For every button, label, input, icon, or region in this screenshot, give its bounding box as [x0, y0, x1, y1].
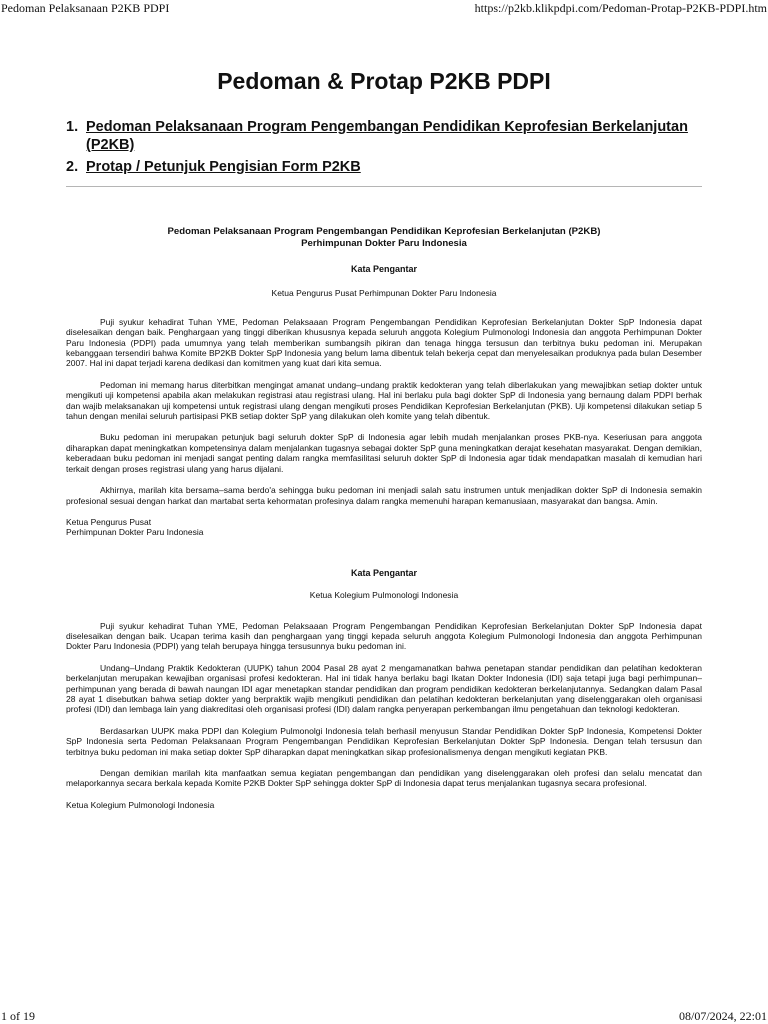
section1-signature	[66, 517, 702, 538]
section2-paragraph: Berdasarkan UUPK maka PDPI dan Kolegium Pulmonolgi Indonesia telah berhasil menyusun Standar Pendidikan Dokter SpP Indonesia, Kompetensi Dokter SpP Indonesia serta Pedoman Pelaksanaan Program Pengembangan Pendidikan Keprofesian Berkelanjutan Dokter SpP Indonesia. Dengan telah tersusun dan terbitnya buku pedoman ini maka setiap dokter SpP diharapkan dapat meningkatkan sikap profesionalismenya dengan mengikuti kegiatan PKB.	[66, 725, 702, 757]
section2-paragraph: Puji syukur kehadirat Tuhan YME, Pedoman Pelaksaaan Program Pengembangan Pendidikan Keprofesian Berkelanjutan Dokter SpP Indonesia dapat diselesaikan dengan baik. Ucapan terima kasih dan penghargaan yang tinggi kepada seluruh anggota Kolegium Pulmonologi Indonesia dan anggota Perhimpunan Dokter Paru Indonesia (PDPI) yang telah berupaya hingga tersusunnya buku pedoman ini.	[66, 620, 702, 652]
toc-link-protap[interactable]: Protap / Petunjuk Pengisian Form P2KB	[86, 159, 361, 175]
document-title	[66, 226, 702, 250]
section2-signature: Ketua Kolegium Pulmonologi Indonesia	[66, 799, 215, 810]
print-header	[0, 0, 768, 16]
section1-paragraph: Akhirnya, marilah kita bersama–sama berdo'a sehingga buku pedoman ini menjadi salah satu instrumen untuk menjadikan dokter SpP di Indonesia semakin profesional sesuai dengan harkat dan martabat serta kehormatan profesinya dalam rangka memenuhi harapan kemanusiaan, masyarakat dan bangsa. Amin.	[66, 485, 702, 506]
document-title-line2: Perhimpunan Dokter Paru Indonesia	[301, 238, 467, 249]
toc-link-pedoman[interactable]: Pedoman Pelaksanaan Program Pengembangan Pendidikan Keprofesian Berkelanjutan (P2KB)	[86, 119, 688, 153]
toc-item-number: 1.	[66, 119, 79, 135]
section1-paragraph: Puji syukur kehadirat Tuhan YME, Pedoman Pelaksaaan Program Pengembangan Pendidikan Keprofesian Berkelanjutan Dokter SpP Indonesia dapat diselesaikan dengan baik. Penghargaan yang tinggi diberikan khususnya kepada seluruh anggota Kolegium Pulmonologi Indonesia dan anggota Perhimpunan Dokter Paru Indonesia (PDPI) pada umumnya yang telah memberikan sumbangsih pikiran dan tenaga hingga tersusun dan terbitnya buku pedoman ini. Merupakan kebanggaan tersendiri bahwa Komite BP2KB Dokter SpP Indonesia yang belum lama dibentuk telah bekerja cepat dan menyelesaikan produknya pada bulan Desember 2007. Hal ini dapat terjadi karena dedikasi dan komitmen yang kuat dari kita semua.	[66, 316, 702, 369]
print-header-title: Pedoman Pelaksanaan P2KB PDPI	[1, 1, 170, 15]
section2-paragraph: Undang–Undang Praktik Kedokteran (UUPK) tahun 2004 Pasal 28 ayat 2 mengamanatkan bahwa penetapan standar pendidikan dan pelatihan kedokteran berkelanjutan merupakan kewajiban organisasi profesi kedokteran. Hal ini tidak hanya berlaku bagi Ikatan Dokter Indonesia (IDI) saja tetapi juga bagi perhimpunan–perhimpunan yang berada di bawah naungan IDI agar menetapkan standar pendidikan dan program pendidikan kedokteran berkelanjutannya. Sedangkan dalam Pasal 28 ayat 1 disebutkan bahwa setiap dokter yang berpraktik wajib mengikuti pendidikan dan pelatihan kedokteran berkelanjutan yang diselenggarakan oleh organisasi profesi (IDI) dan lembaga lain yang diakreditasi oleh organisasi profesi (IDI) dalam rangka penyerapan perkembangan ilmu pengetahuan dan teknologi kedokteran.	[66, 662, 702, 715]
section1-subheading: Ketua Pengurus Pusat Perhimpunan Dokter Paru Indonesia	[271, 288, 497, 299]
page-title: Pedoman & Protap P2KB PDPI	[217, 68, 551, 94]
section1-heading: Kata Pengantar	[350, 264, 418, 274]
divider	[66, 186, 702, 187]
section1-paragraph: Buku pedoman ini merupakan petunjuk bagi seluruh dokter SpP di Indonesia agar lebih mudah menjalankan proses PKB-nya. Keseriusan para anggota diharapkan dapat meningkatkan kompetensinya dalam menjalankan tugasnya sebagai dokter SpP guna meningkatkan derajat kesehatan masyarakat. Dengan demikian, keberadaan buku pedoman ini menjadi sangat penting dalam rangka memfasilitasi seluruh dokter SpP di Indonesia agar tidak mendapatkan masalah di kemudian hari terkait dengan proses registrasi ulang yang harus dijalani.	[66, 432, 702, 474]
print-header-url: https://p2kb.klikpdpi.com/Pedoman-Protap-P2KB-PDPI.htm	[474, 1, 767, 15]
toc-item	[66, 118, 702, 154]
toc-item-number: 2.	[66, 159, 79, 175]
page-counter: 1 of 19	[1, 1009, 35, 1023]
table-of-contents	[66, 118, 702, 180]
toc-item	[66, 158, 702, 176]
section1-paragraph: Pedoman ini memang harus diterbitkan mengingat amanat undang–undang praktik kedokteran yang telah diberlakukan yang mewajibkan setiap dokter untuk mengikuti uji kompetensi apabila akan melakukan registrasi atau registrasi ulang. Hal ini berlaku pula bagi dokter SpP di Indonesia yang bernaung dalam PDPI berhak dan wajib melaksanakan uji kompetensi untuk registrasi ulang dengan mengikuti proses Pendidikan Keprofesian Berkelanjutan (PKB). Uji kompetensi dilakukan setiap 5 tahun dengan menilai seluruh partisipasi PKB setiap dokter SpP yang dilakukan oleh komite yang telah dibentuk.	[66, 379, 702, 422]
document-title-line1: Pedoman Pelaksanaan Program Pengembangan Pendidikan Keprofesian Berkelanjutan (P2KB)	[167, 226, 601, 237]
print-footer	[0, 1008, 768, 1024]
document-body	[66, 226, 702, 810]
signature-line: Ketua Pengurus Pusat	[66, 516, 152, 527]
print-timestamp: 08/07/2024, 22:01	[678, 1009, 767, 1023]
section2-subheading: Ketua Kolegium Pulmonologi Indonesia	[309, 590, 459, 601]
signature-line: Perhimpunan Dokter Paru Indonesia	[66, 527, 204, 538]
section2-heading: Kata Pengantar	[350, 567, 418, 578]
section2-paragraph: Dengan demikian marilah kita manfaatkan semua kegiatan pengembangan dan pendidikan yang diselenggarakan oleh profesi dan selalu mencatat dan melaporkannya secara berkala kepada Komite P2KB Dokter SpP sehingga dokter SpP di Indonesia dapat terus menjalankan tugasnya secara profesional.	[66, 768, 702, 789]
